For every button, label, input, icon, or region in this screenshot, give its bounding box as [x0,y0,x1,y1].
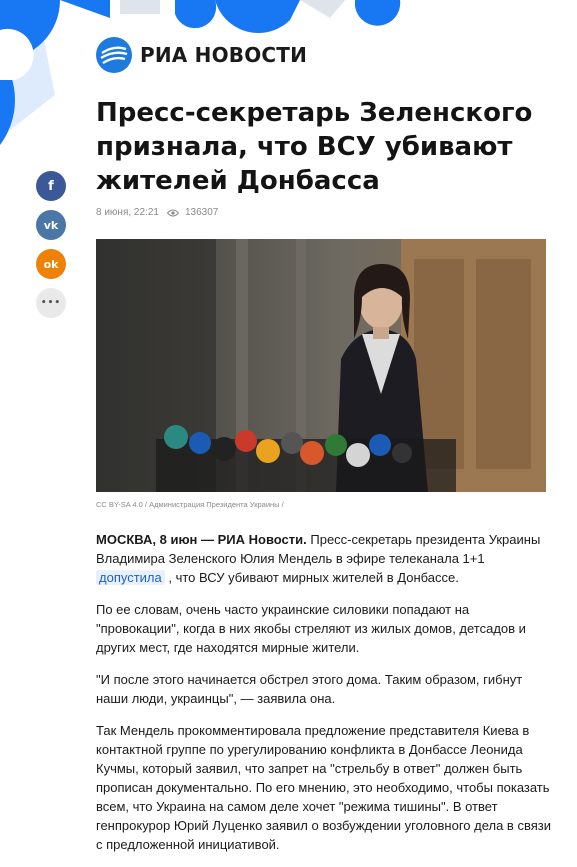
source-link[interactable]: допустила [96,570,165,585]
paragraph-1 [96,530,556,587]
more-dots-icon: ••• [40,298,62,308]
ria-logo[interactable] [96,37,307,73]
views-count: 136307 [184,207,219,218]
ria-globe-icon [96,37,132,73]
vk-icon: vk [43,218,59,232]
dateline: МОСКВА, 8 июн — РИА Новости. [96,532,307,547]
paragraph-1-tail: , что ВСУ убивают мирных жителей в Донбассе. [164,570,459,585]
facebook-icon: f [48,178,54,194]
paragraph-2: По ее словам, очень часто украинские силовики попадают на "провокации", когда в них якобы стреляют из жилых домов, детсадов и других мест, где находятся мирные жители. [96,602,526,655]
article-photo[interactable] [96,239,546,492]
paragraph-3: "И после этого начинается обстрел этого дома. Таким образом, гибнут наши люди, украинцы", — заявила она. [96,672,523,706]
publish-date: 8 июня, 22:21 [96,207,159,218]
photo-credit: CC BY-SA 4.0 / Администрация Президента Украины / [96,500,284,509]
paragraph-4: Так Мендель прокомментировала предложение представителя Киева в контактной группе по урегулированию конфликта в Донбассе Леонида Кучмы, который заявил, что запрет на "стрельбу в ответ" должен быть прописан документально. По его мнению, это необходимо, чтобы показать всем, что Украина на самом деле хочет "режима тишины". В ответ генпрокурор Юрий Луценко заявил о возбуждении уголовного дела в связи с предложенной инициативой. [96,723,551,852]
brand-name: РИА НОВОСТИ [140,43,308,67]
odnoklassniki-share-button[interactable] [36,249,66,279]
more-share-button[interactable] [36,288,66,318]
vk-share-button[interactable] [36,210,66,240]
article-body [96,530,556,867]
odnoklassniki-icon: ok [43,257,59,271]
facebook-share-button[interactable] [36,171,66,201]
article-title: Пресс-секретарь Зеленского признала, что ВСУ убивают жителей Донбасса [96,98,533,196]
eye-icon [167,209,179,217]
paragraph-1-text: Пресс-секретарь президента Украины Владимира Зеленского Юлия Мендель в эфире телеканала 1+1 [96,532,541,566]
article-meta [96,207,218,218]
share-bar [36,171,66,318]
photo-illustration [96,239,546,492]
